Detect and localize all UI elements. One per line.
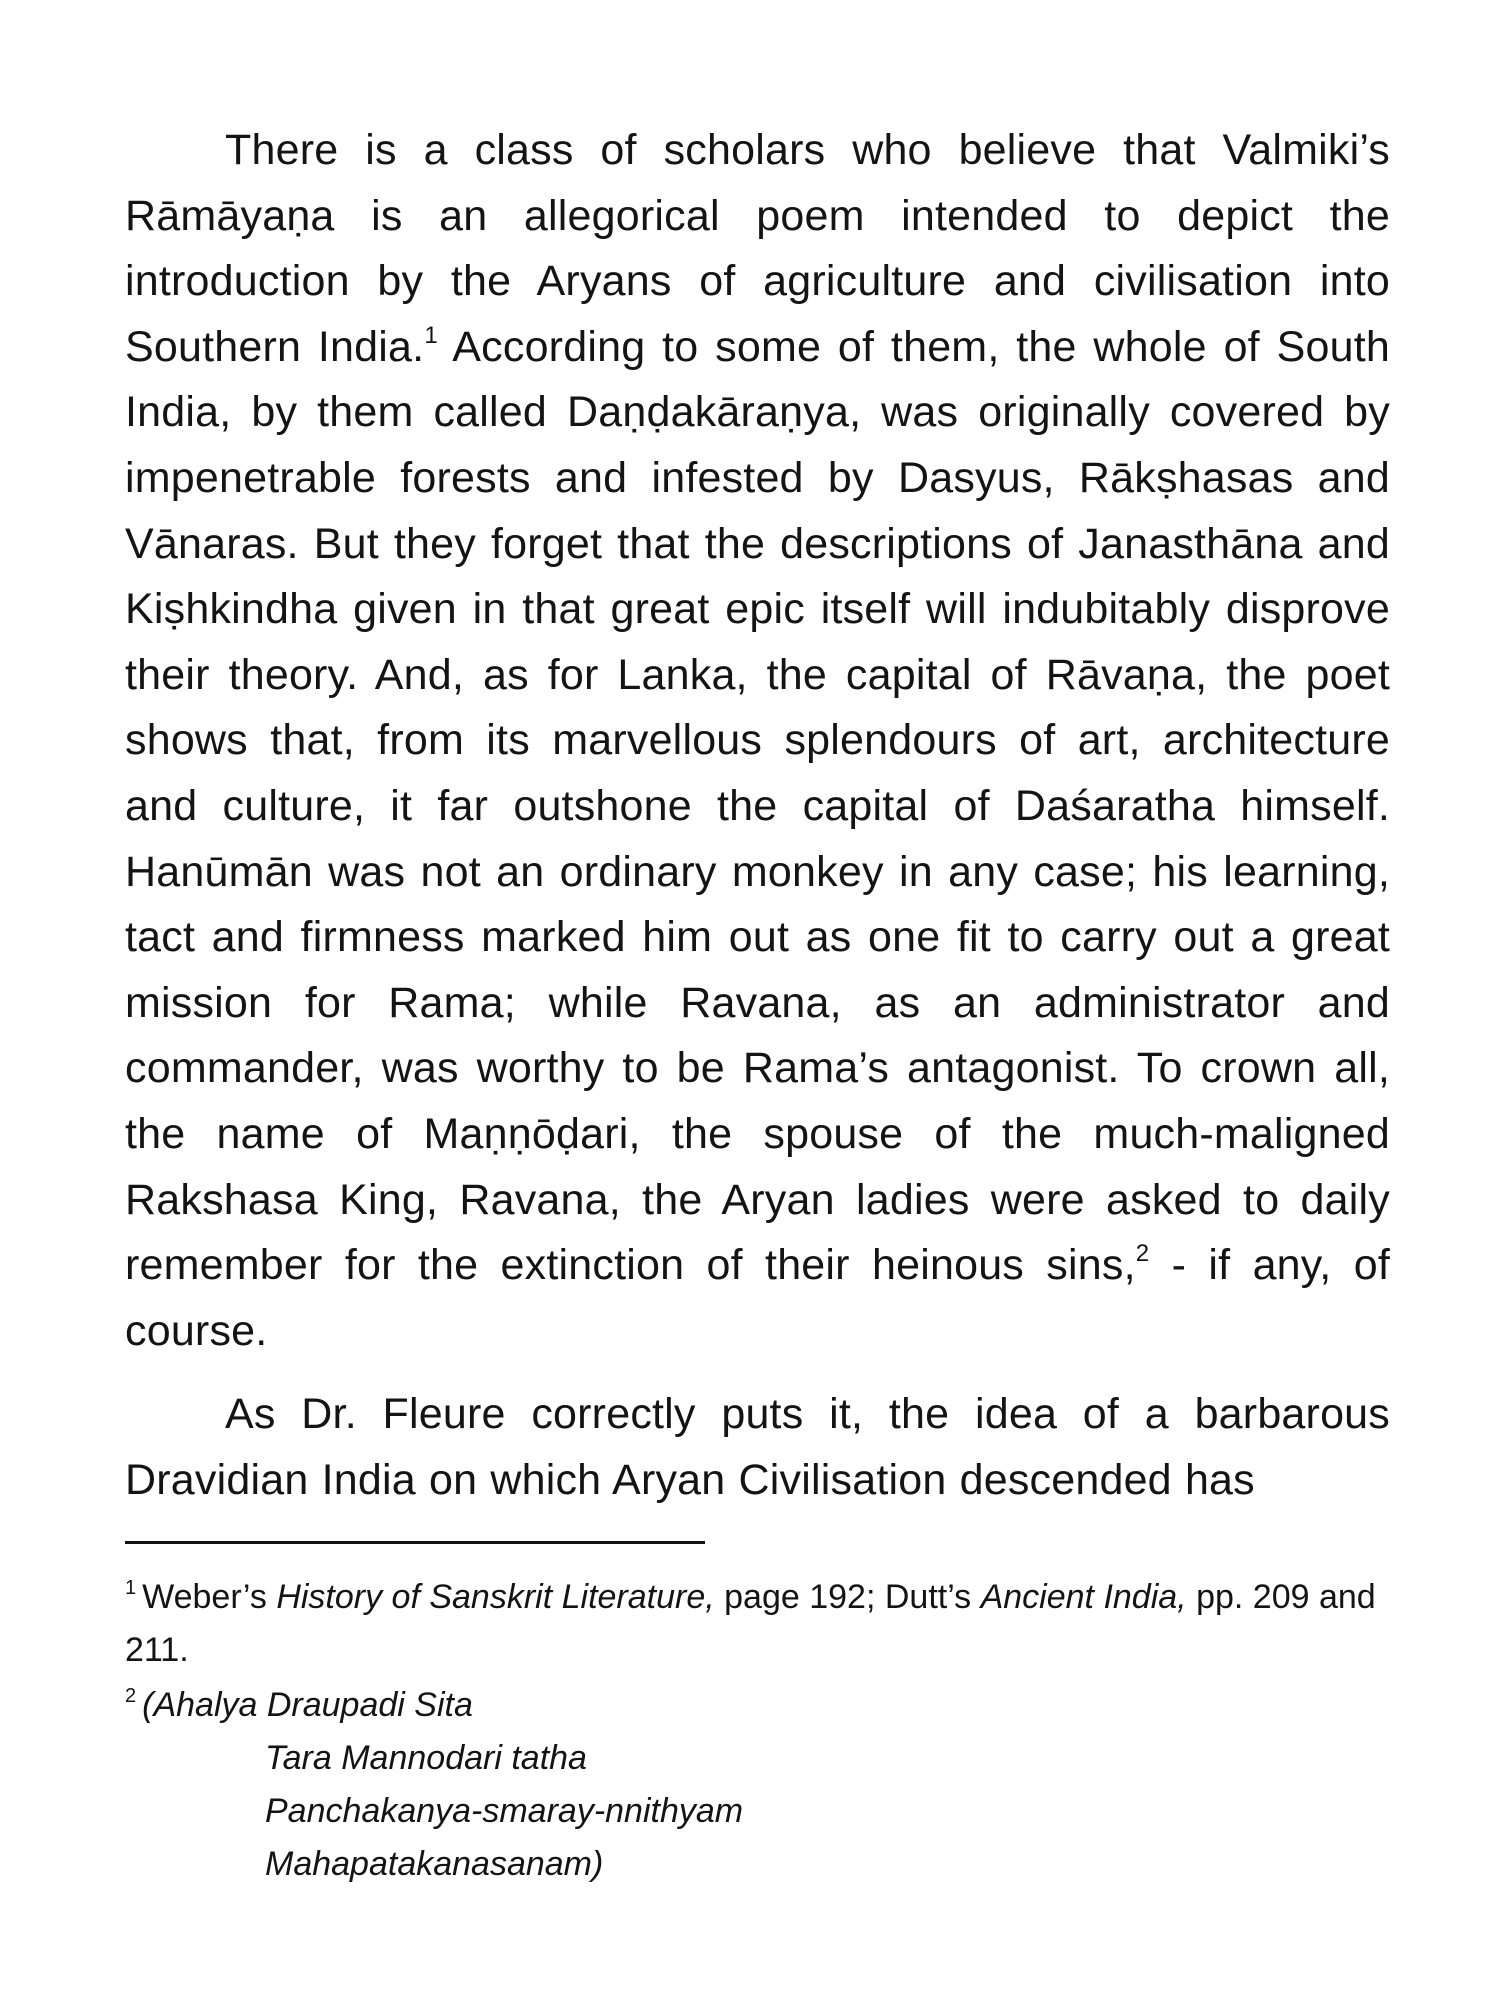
footnote-2-line-2: Tara Mannodari tatha — [265, 1739, 587, 1778]
footnote-2-line-3: Panchakanya-smaray-nnithyam — [265, 1792, 744, 1831]
footnote-2-verse — [125, 1732, 1390, 1891]
paragraph-1-text-part-3: - if any, of course. — [125, 1241, 1390, 1355]
footnote-divider — [125, 1541, 705, 1544]
footnote-1-title-b: Ancient India, — [980, 1578, 1187, 1617]
footnotes — [125, 1571, 1390, 1891]
footnote-1-text-b: page 192; Dutt’s — [714, 1578, 981, 1617]
footnote-2-first-line — [125, 1679, 1390, 1732]
paragraph-1-text-part-1: There is a class of scholars who believe that Valmiki’s Rāmāyaṇa is an allegorical poem intended to depict the introduction by the Aryans of agriculture and civilisation into Southern India. — [125, 126, 1390, 371]
book-page — [125, 118, 1390, 1891]
footnote-1-title-a: History of Sanskrit Literature, — [276, 1578, 715, 1617]
body-paragraph-1 — [125, 118, 1390, 1364]
footnote-2 — [125, 1679, 1390, 1891]
footnote-1 — [125, 1571, 1390, 1677]
body-paragraph-2: As Dr. Fleure correctly puts it, the idea of a barbarous Dravidian India on which Aryan Civilisation descended has — [125, 1390, 1390, 1504]
footnote-2-marker: 2 — [125, 1685, 137, 1708]
footnote-2-line-1: (Ahalya Draupadi Sita — [142, 1686, 473, 1725]
footnote-reference-1: 1 — [424, 321, 438, 349]
footnote-reference-2: 2 — [1135, 1240, 1150, 1268]
footnote-1-text-c: pp. 209 and 211. — [125, 1578, 1376, 1670]
footnote-1-text-a: Weber’s — [142, 1578, 277, 1617]
footnote-2-line-4: Mahapatakanasanam) — [265, 1845, 604, 1884]
paragraph-1-text-part-2: According to some of them, the whole of South India, by them called Daṇḍakāraṇya, was originally covered by impenetrable forests and infested by Dasyus, Rākṣhasas and Vānaras. But they forget that the descriptions of Janasthāna and Kiṣhkindha given in that great epic itself will indubitably disprove their theory. And, as for Lanka, the capital of Rāvaṇa, the poet shows that, from its marvellous splendours of art, architecture and culture, it far outshone the capital of Daśaratha himself. Hanūmān was not an ordinary monkey in any case; his learning, tact and firmness marked him out as one fit to carry out a great mission for Rama; while Ravana, as an administrator and commander, was worthy to be Rama’s antagonist. To crown all, the name of Maṇṇōḍari, the spouse of the much-maligned Rakshasa King, Ravana, the Aryan ladies were asked to daily remember for the extinction of their heinous sins, — [125, 322, 1390, 1290]
footnote-1-marker: 1 — [125, 1577, 137, 1600]
